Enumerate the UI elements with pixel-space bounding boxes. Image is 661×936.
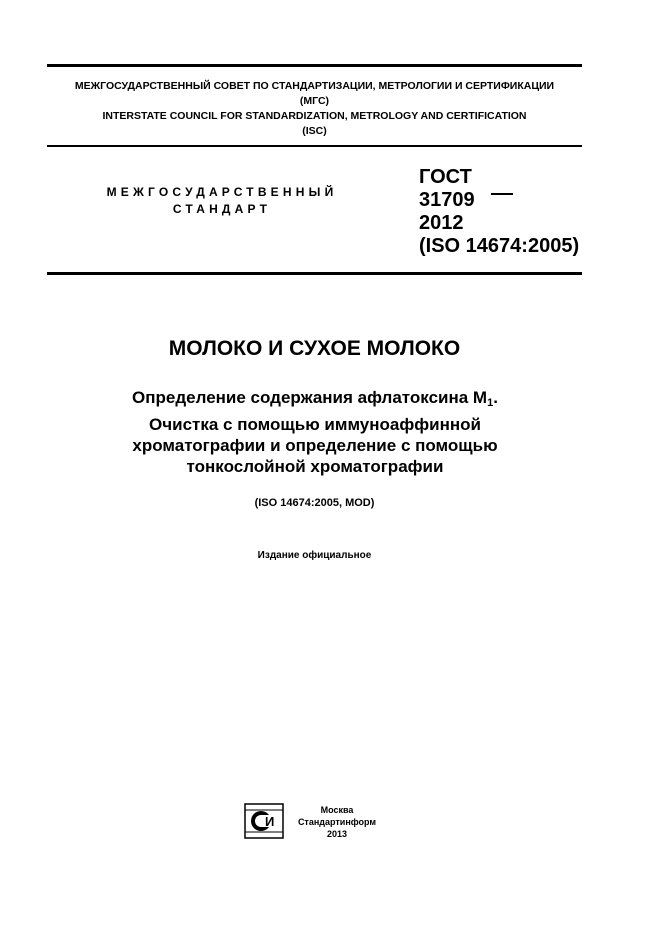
subtitle-line1-text: Определение содержания афлатоксина M [132, 388, 488, 407]
middle-rule [47, 145, 582, 147]
subtitle-subscript: 1 [487, 397, 494, 409]
bottom-rule [47, 272, 582, 275]
document-title: МОЛОКО И СУХОЕ МОЛОКО [168, 337, 461, 360]
standard-designation [419, 166, 579, 258]
publisher-name: Стандартинформ [297, 817, 377, 827]
edition-note: Издание официальное [257, 550, 372, 561]
subtitle-line3: хроматографии и определение с помощью [132, 436, 498, 455]
top-rule [47, 64, 582, 67]
council-abbr-ru: (МГС) [299, 95, 330, 107]
designation-number-row [419, 189, 579, 212]
svg-text:И: И [265, 814, 275, 829]
publisher-year: 2013 [326, 829, 348, 839]
standard-type-line1: МЕЖГОСУДАРСТВЕННЫЙ [106, 185, 338, 199]
publisher-city: Москва [320, 805, 354, 815]
subtitle-line1-period: . [493, 388, 498, 407]
council-name-en: INTERSTATE COUNCIL FOR STANDARDIZATION, METROLOGY AND CERTIFICATION [102, 110, 527, 122]
iso-equivalence: (ISO 14674:2005, MOD) [254, 497, 375, 509]
standard-type-line2: СТАНДАРТ [172, 202, 272, 216]
subtitle-line2: Очистка с помощью иммуноаффинной [149, 415, 481, 434]
council-name-ru: МЕЖГОСУДАРСТВЕННЫЙ СОВЕТ ПО СТАНДАРТИЗАЦИИ, МЕТРОЛОГИИ И СЕРТИФИКАЦИИ [74, 80, 555, 92]
designation-iso-ref: (ISO 14674:2005) [419, 235, 580, 257]
standard-type [92, 184, 352, 218]
standartinform-logo-icon [244, 803, 284, 839]
council-abbr-en: (ISC) [302, 125, 327, 137]
subtitle-line1 [60, 387, 570, 414]
designation-number: 31709 [419, 189, 475, 211]
document-subtitle [60, 387, 570, 477]
subtitle-line4: тонкослойной хроматографии [186, 457, 444, 476]
designation-dash [491, 193, 513, 195]
designation-prefix: ГОСТ [419, 166, 472, 188]
designation-year: 2012 [419, 212, 464, 234]
publisher-block [292, 804, 382, 840]
